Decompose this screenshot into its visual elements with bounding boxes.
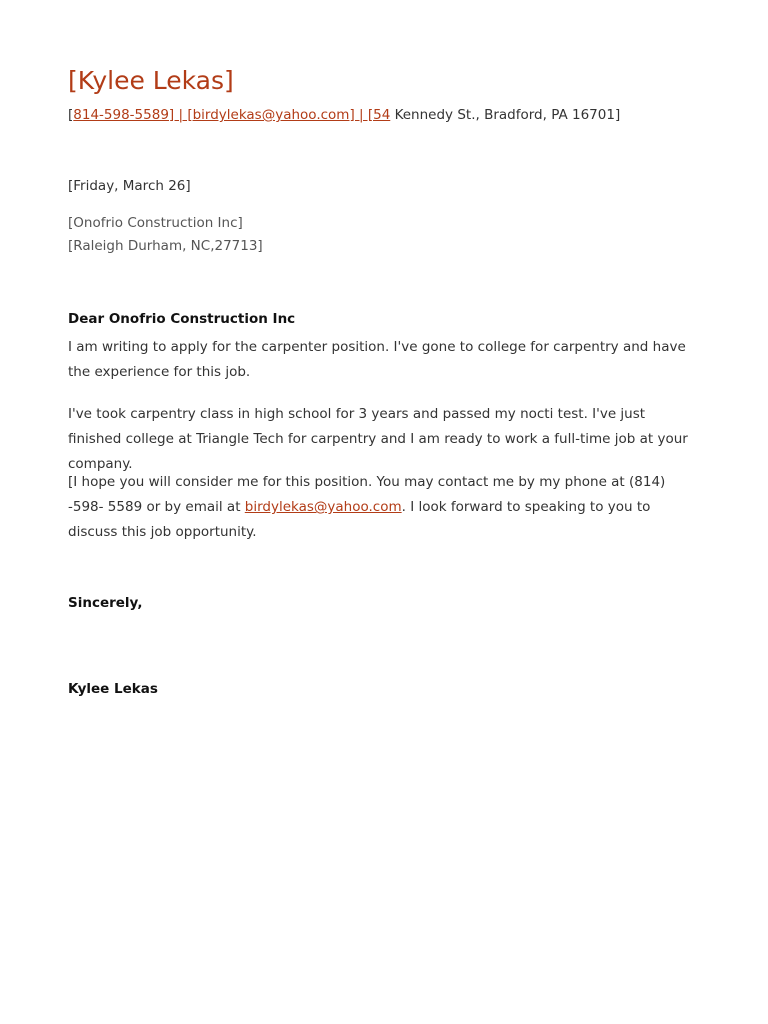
- body-paragraph-3: [68, 470, 700, 545]
- paragraph3-start: [I hope you will consider me for this position. You may contact me by my phone at (814) -598- 5589 or by email at: [68, 474, 666, 515]
- recipient-company: [Onofrio Construction Inc]: [68, 215, 243, 231]
- body-paragraph-2: I've took carpentry class in high school for 3 years and passed my nocti test. I've just finished college at Triangle Tech for carpentry and I am ready to work a full-time job at your company.: [68, 406, 688, 472]
- recipient-address: [Raleigh Durham, NC,27713]: [68, 238, 263, 254]
- contact-bracket: [: [68, 107, 74, 123]
- contact-address: Kennedy St., Bradford, PA 16701]: [390, 107, 621, 123]
- closing: Sincerely,: [68, 595, 143, 611]
- salutation: Dear Onofrio Construction Inc: [68, 311, 296, 327]
- paragraph3-end: . I look forward to speaking to you to discuss this job opportunity.: [68, 499, 651, 540]
- signature: Kylee Lekas: [68, 681, 158, 697]
- letter-date: [Friday, March 26]: [68, 178, 191, 194]
- contact-link[interactable]: 814-598-5589] | [birdylekas@yahoo.com] | [54: [73, 107, 391, 123]
- email-link[interactable]: birdylekas@yahoo.com: [244, 499, 402, 515]
- contact-line: [68, 107, 620, 123]
- sender-name: [Kylee Lekas]: [68, 66, 234, 95]
- body-paragraph-1: I am writing to apply for the carpenter position. I've gone to college for carpentry and have the experience for this job.: [68, 339, 686, 380]
- recipient-block: [68, 212, 263, 258]
